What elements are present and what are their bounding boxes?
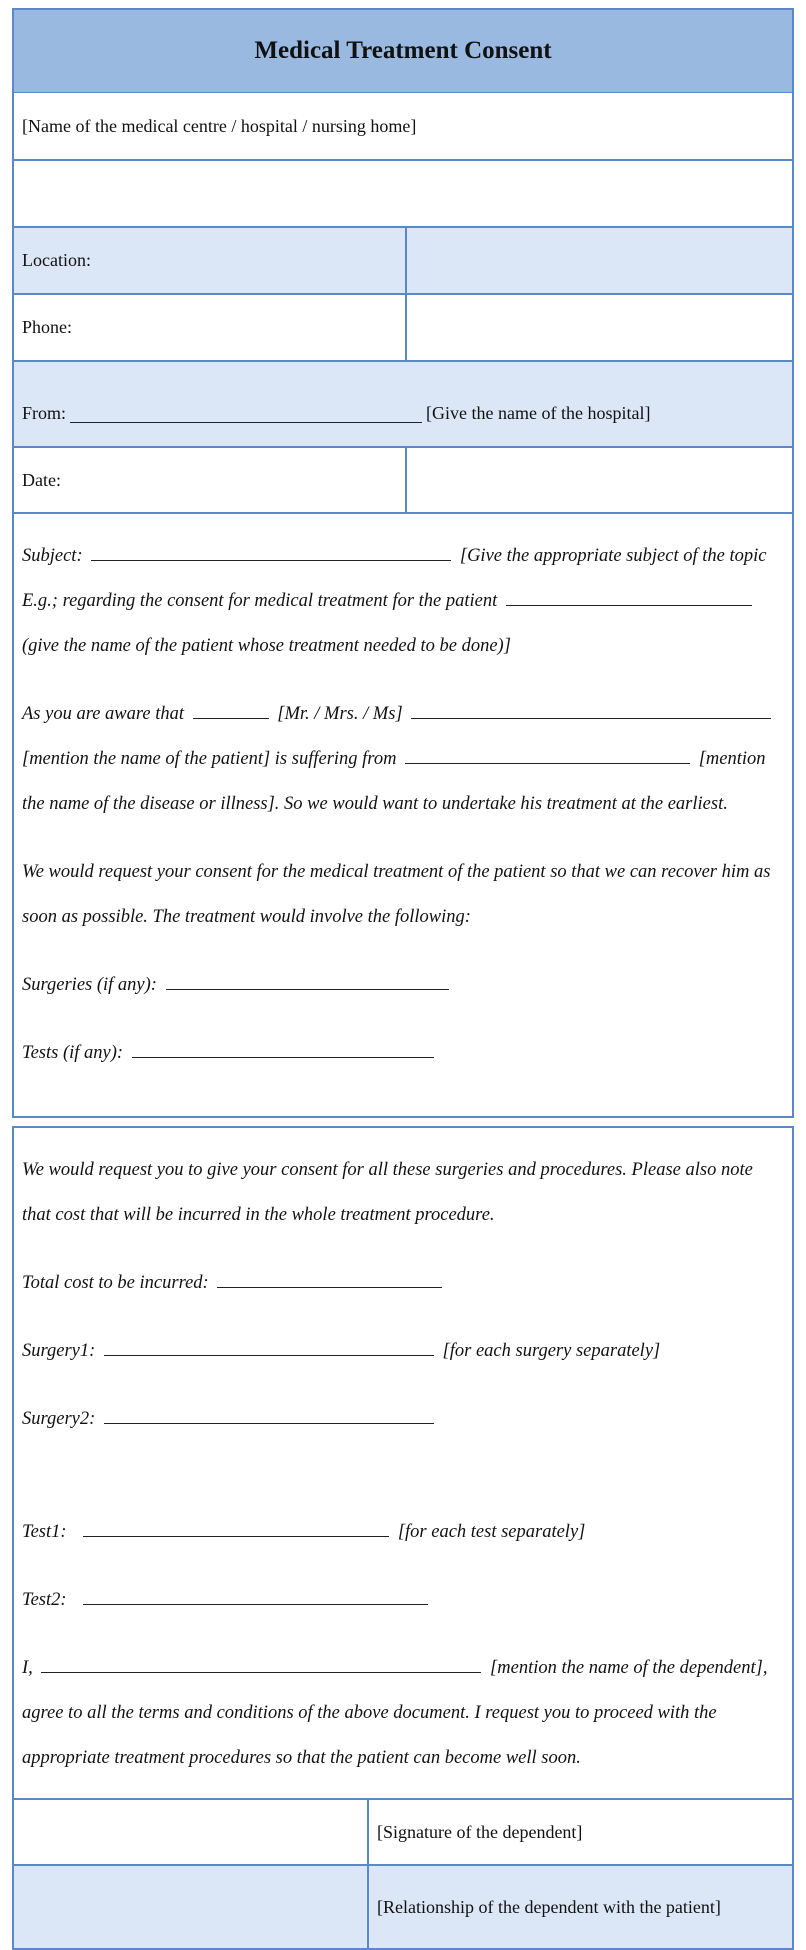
from-hint: [Give the name of the hospital] (426, 402, 651, 423)
tests-label: Tests (if any): (22, 1043, 124, 1063)
agree-hint: [mention the name of the dependent], (490, 1658, 768, 1678)
relationship-label: [Relationship of the dependent with the patient] (377, 1896, 721, 1917)
total-cost-label: Total cost to be incurred: (22, 1273, 209, 1293)
from-label: From: (22, 402, 67, 423)
total-cost-blank[interactable] (217, 1269, 442, 1288)
consent-section (12, 1126, 794, 1950)
blank-row (14, 159, 792, 226)
agree-pronoun: I, (22, 1658, 33, 1678)
request-text: We would request your consent for the medical treatment of the patient so that we can recover him as soon as possible. The treatment would involve the following: (22, 862, 771, 927)
test1-label: Test1: (22, 1522, 67, 1542)
subject-patient-hint: (give the name of the patient whose treatment needed to be done)] (22, 636, 511, 656)
blank-field[interactable] (14, 161, 792, 226)
from-row (14, 360, 792, 446)
surgeries-blank[interactable] (166, 971, 449, 990)
consent-text: We would request you to give your consent for all these surgeries and procedures. Please also note that cost that will be incurred in the whole treatment procedure. (22, 1160, 753, 1225)
subject-section (14, 512, 792, 1119)
phone-row (14, 293, 792, 360)
institution-row (14, 93, 792, 159)
test2-label: Test2: (22, 1590, 67, 1610)
date-label: Date: (14, 448, 407, 512)
subject-label: Subject: (22, 546, 83, 566)
dependent-name-blank[interactable] (41, 1654, 481, 1673)
patient-name-blank[interactable] (506, 587, 752, 606)
disease-blank[interactable] (405, 745, 690, 764)
phone-label: Phone: (14, 295, 407, 360)
date-row (14, 446, 792, 512)
relationship-row (14, 1864, 792, 1948)
mention-text: [mention (698, 749, 766, 769)
patient-blank[interactable] (411, 700, 771, 719)
surgery1-label: Surgery1: (22, 1341, 96, 1361)
signature-row (14, 1798, 792, 1864)
from-cell (14, 362, 792, 446)
surgery2-label: Surgery2: (22, 1409, 96, 1429)
header-section (12, 8, 794, 1118)
phone-field[interactable] (407, 295, 792, 360)
agree-text: agree to all the terms and conditions of the above document. I request you to proceed with the appropriate treatment procedures so that the patient can become well soon. (22, 1703, 717, 1768)
suffering-text: [mention the name of the patient] is suffering from (22, 749, 397, 769)
test1-hint: [for each test separately] (397, 1522, 586, 1542)
date-field[interactable] (407, 448, 792, 512)
test2-blank[interactable] (83, 1586, 428, 1605)
subject-example: E.g.; regarding the consent for medical treatment for the patient (22, 591, 498, 611)
relationship-field[interactable] (14, 1866, 369, 1948)
surgery1-blank[interactable] (104, 1337, 434, 1356)
surgery2-blank[interactable] (104, 1405, 434, 1424)
surgeries-label: Surgeries (if any): (22, 975, 157, 995)
location-label: Location: (14, 228, 407, 293)
subject-blank[interactable] (91, 542, 451, 561)
institution-name-label: [Name of the medical centre / hospital / nursing home] (22, 115, 417, 136)
title-blank[interactable] (193, 700, 269, 719)
location-row (14, 226, 792, 293)
aware-text: As you are aware that (22, 704, 185, 724)
page-title: Medical Treatment Consent (14, 10, 792, 93)
location-field[interactable] (407, 228, 792, 293)
from-blank[interactable] (70, 404, 422, 423)
tests-blank[interactable] (132, 1039, 434, 1058)
consent-text-block (14, 1128, 792, 1798)
subject-text (14, 514, 792, 1088)
signature-label: [Signature of the dependent] (377, 1821, 583, 1842)
title-options: [Mr. / Mrs. / Ms] (277, 704, 403, 724)
signature-field[interactable] (14, 1800, 369, 1864)
consent-form (12, 8, 794, 1950)
test1-blank[interactable] (83, 1518, 389, 1537)
disease-text: the name of the disease or illness]. So we would want to undertake his treatment at the earliest. (22, 794, 728, 814)
subject-hint: [Give the appropriate subject of the topic (459, 546, 767, 566)
surgery1-hint: [for each surgery separately] (442, 1341, 661, 1361)
